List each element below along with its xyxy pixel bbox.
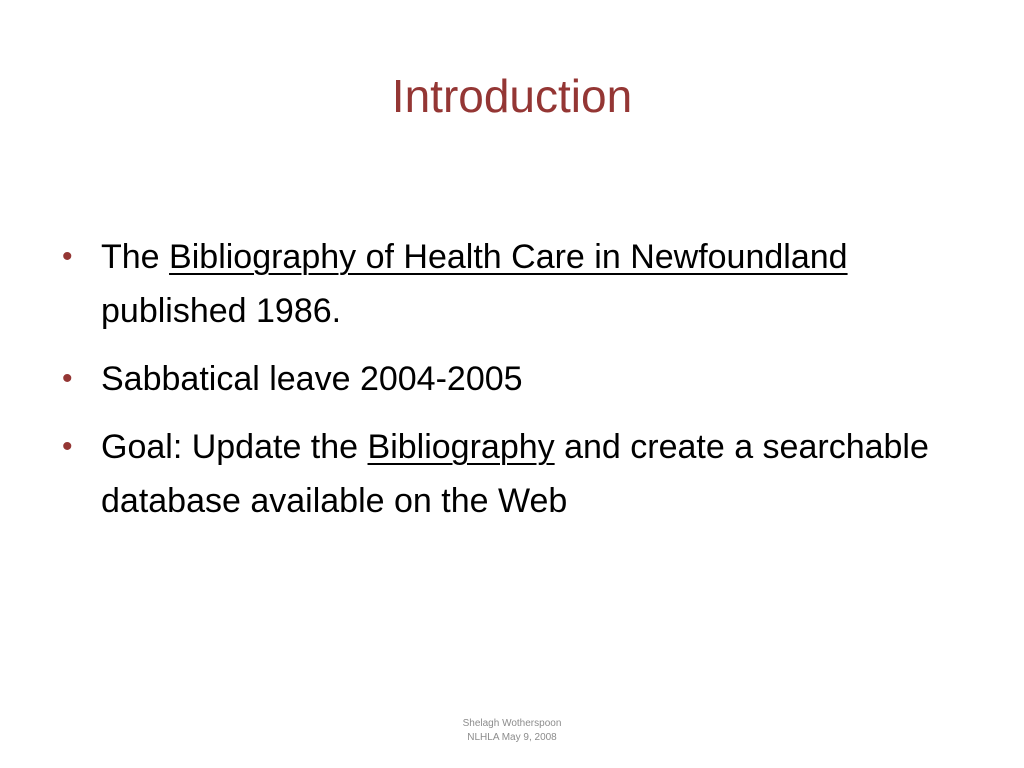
bullet-text-suffix: published 1986. <box>101 292 342 330</box>
bullet-item-sabbatical <box>62 352 962 406</box>
bullet-marker-icon: • <box>62 362 73 395</box>
slide-title: Introduction <box>391 70 633 122</box>
slide-footer <box>0 717 1024 745</box>
bullet-text: Sabbatical leave 2004-2005 <box>101 360 523 398</box>
bullet-item-goal <box>62 420 962 528</box>
bullet-text-prefix: The <box>101 238 170 276</box>
bullet-item-bibliography <box>62 230 962 338</box>
bullet-marker-icon: • <box>62 430 73 463</box>
bullet-text-prefix: Goal: Update the <box>101 428 368 466</box>
bullet-marker-icon: • <box>62 240 73 273</box>
bullet-list <box>62 230 962 542</box>
footer-event-date: NLHLA May 9, 2008 <box>467 732 557 743</box>
bullet-text-suffix: and create a searchable database available on the Web <box>101 428 929 520</box>
footer-author: Shelagh Wotherspoon <box>462 718 562 729</box>
bibliography-word-underlined: Bibliography <box>367 428 555 466</box>
bibliography-title-underlined: Bibliography of Health Care in Newfoundland <box>169 238 848 276</box>
